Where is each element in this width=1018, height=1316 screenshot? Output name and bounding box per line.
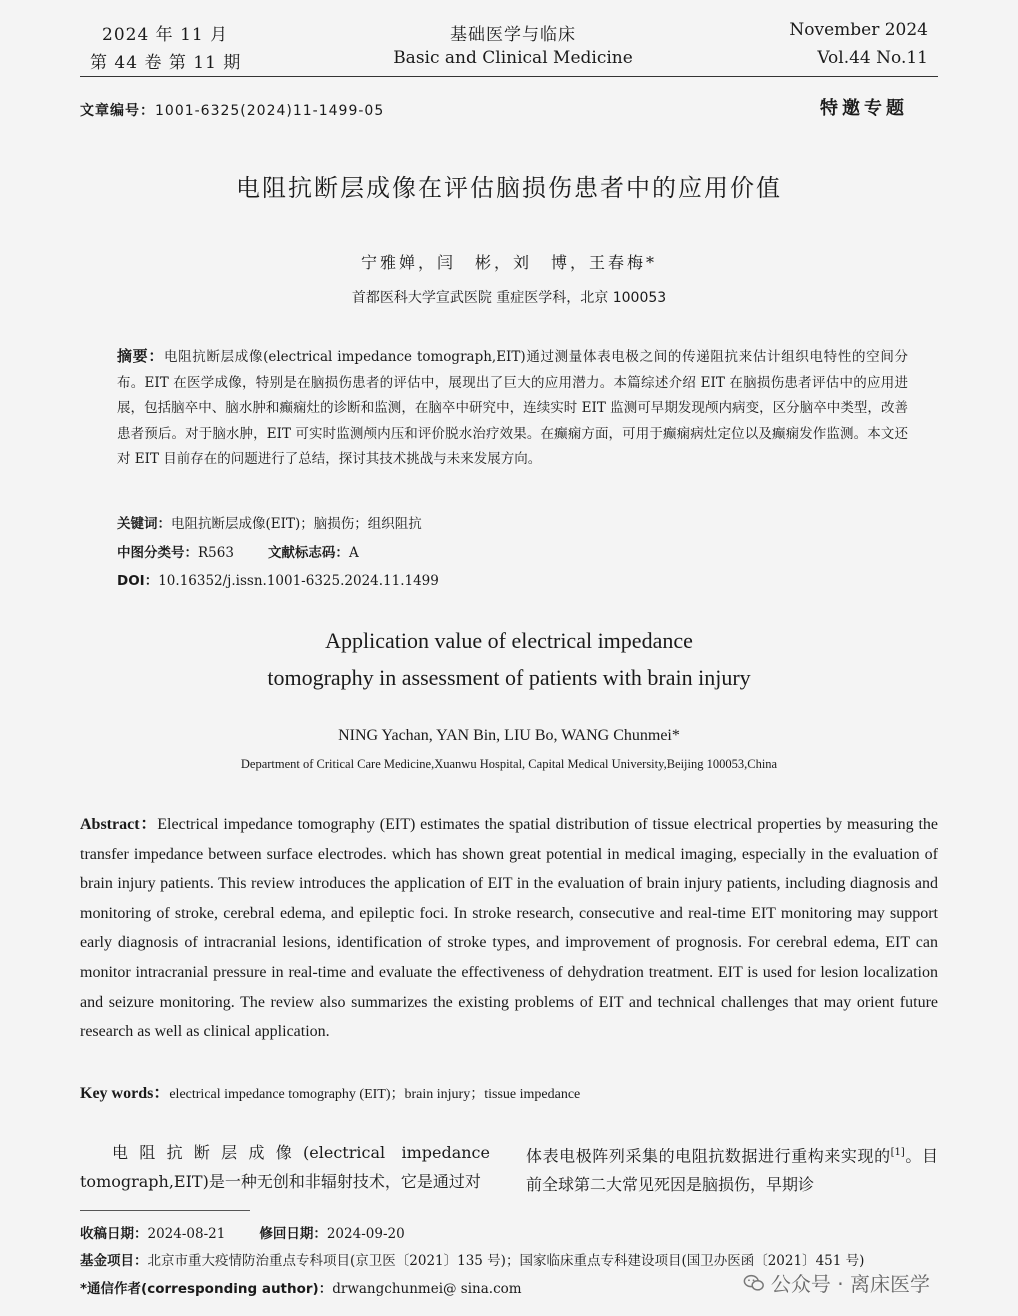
keywords-en-value: electrical impedance tomography (EIT)；brain injury；tissue impedance (169, 1087, 581, 1102)
title-cn: 电阻抗断层成像在评估脑损伤患者中的应用价值 (236, 174, 782, 202)
fund-text: 北京市重大疫情防治重点专科项目(京卫医〔2021〕135 号)；国家临床重点专科建设项目(国卫办医函〔2021〕451 号) (147, 1253, 865, 1269)
article-number-value: 1001-6325(2024)11-1499-05 (155, 103, 385, 119)
body-right-text-2: 。目前全球第二大常见死因是脑损伤，早期诊 (526, 1146, 938, 1195)
keywords-cn-label: 关键词： (117, 516, 171, 532)
abstract-en (80, 810, 938, 1047)
keywords-cn (117, 512, 908, 532)
header-divider (80, 76, 938, 77)
journal-name-en: Basic and Clinical Medicine (393, 48, 633, 68)
abstract-en-label: Abstract： (80, 816, 158, 833)
citation-ref[interactable]: [1] (890, 1147, 905, 1158)
article-number (80, 100, 384, 120)
footnote-fund (80, 1249, 938, 1269)
corresponding-label: *通信作者(corresponding author)： (80, 1281, 333, 1297)
keywords-en-label: Key words： (80, 1085, 170, 1102)
affiliation-en: Department of Critical Care Medicine,Xuanwu Hospital, Capital Medical University,Beijing 100053,China (240, 757, 778, 771)
watermark (743, 1268, 930, 1297)
received-date: 2024-08-21 (147, 1226, 226, 1242)
abstract-cn (117, 344, 908, 473)
authors-cn: 宁雅婵，闫 彬，刘 博，王春梅* (360, 253, 657, 272)
revised-label: 修回日期： (259, 1226, 327, 1242)
keywords-cn-value: 电阻抗断层成像(EIT)；脑损伤；组织阻抗 (171, 516, 422, 532)
corresponding-email[interactable]: drwangchunmei@ sina.com (332, 1281, 522, 1297)
header-volume-en: Vol.44 No.11 (817, 48, 928, 68)
abstract-en-text: Electrical impedance tomography (EIT) estimates the spatial distribution of tissue electrical properties by measuring the transfer impedance between surface electrodes. which has shown great potential in medical imaging, especially in the evaluation of brain injury patients. This review introduces the application of EIT in the evaluation of brain injury patients, including diagnosis and monitoring of stroke, cerebral edema, and epileptic foci. In stroke research, consecutive and real-time EIT monitoring may support early diagnosis of intracranial lesions, identification of stroke types, and improvement of prognosis. For cerebral edema, EIT can monitor intracranial pressure in real-time and evaluate the effectiveness of dehydration treatment. EIT is used for lesion localization and seizure monitoring. The review also summarizes the existing problems of EIT and technical challenges that may orient future research as well as clinical application. (80, 816, 938, 1041)
keywords-en (80, 1080, 938, 1103)
doi-line (117, 569, 908, 589)
abstract-cn-label: 摘要： (117, 347, 164, 365)
header-date-en: November 2024 (789, 20, 928, 40)
revised-date: 2024-09-20 (326, 1226, 405, 1242)
title-en-line2: tomography in assessment of patients with brain injury (267, 665, 751, 690)
doi-value: 10.16352/j.issn.1001-6325.2024.11.1499 (158, 573, 439, 589)
wechat-icon (743, 1272, 765, 1294)
footnote-divider (80, 1210, 250, 1211)
abstract-cn-text: 电阻抗断层成像(electrical impedance tomograph,EIT)通过测量体表电极之间的传递阻抗来估计组织电特性的空间分布。EIT 在医学成像，特别是在脑损伤患者的评估中，展现出了巨大的应用潜力。本篇综述介绍 EIT 在脑损伤患者评估中的应用进展，包括脑卒中、脑水肿和癫痫灶的诊断和监测，在脑卒中研究中，连续实时 EIT 监测可早期发现颅内病变，区分脑卒中类型，改善患者预后。对于脑水肿，EIT 可实时监测颅内压和评价脱水治疗效果。在癫痫方面，可用于癫痫病灶定位以及癫痫发作监测。本文还对 EIT 目前存在的问题进行了总结，探讨其技术挑战与未来发展方向。 (117, 349, 908, 467)
affiliation-cn: 首都医科大学宣武医院 重症医学科，北京 100053 (351, 290, 667, 306)
body-column-right (526, 1138, 938, 1199)
watermark-text: 公众号 · 离床医学 (770, 1272, 930, 1296)
journal-name-cn: 基础医学与临床 (450, 25, 576, 45)
body-right-text-1: 体表电极阵列采集的电阻抗数据进行重构来实现的 (526, 1146, 891, 1166)
footnote-dates (80, 1222, 938, 1242)
title-en-line1: Application value of electrical impedance (325, 628, 693, 653)
body-column-left: 电阻抗断层成像(electrical impedance tomograph,EIT)是一种无创和非辐射技术，它是通过对 (80, 1143, 490, 1191)
header-volume-cn: 第 44 卷 第 11 期 (90, 53, 242, 73)
classification-label: 中图分类号： (117, 545, 198, 561)
classification-value: R563 (198, 545, 234, 561)
header-date-cn: 2024 年 11 月 (102, 25, 229, 45)
doi-label: DOI： (117, 573, 159, 589)
classification-line (117, 541, 908, 561)
article-number-label: 文章编号： (80, 103, 155, 119)
doc-code-label: 文献标志码： (267, 545, 349, 561)
journal-header (90, 18, 936, 76)
fund-label: 基金项目： (80, 1253, 148, 1269)
title-en (0, 622, 1018, 696)
received-label: 收稿日期： (80, 1226, 148, 1242)
special-topic-label: 特邀专题 (820, 98, 908, 119)
authors-en: NING Yachan, YAN Bin, LIU Bo, WANG Chunmei* (338, 727, 680, 744)
doc-code-value: A (348, 545, 359, 561)
